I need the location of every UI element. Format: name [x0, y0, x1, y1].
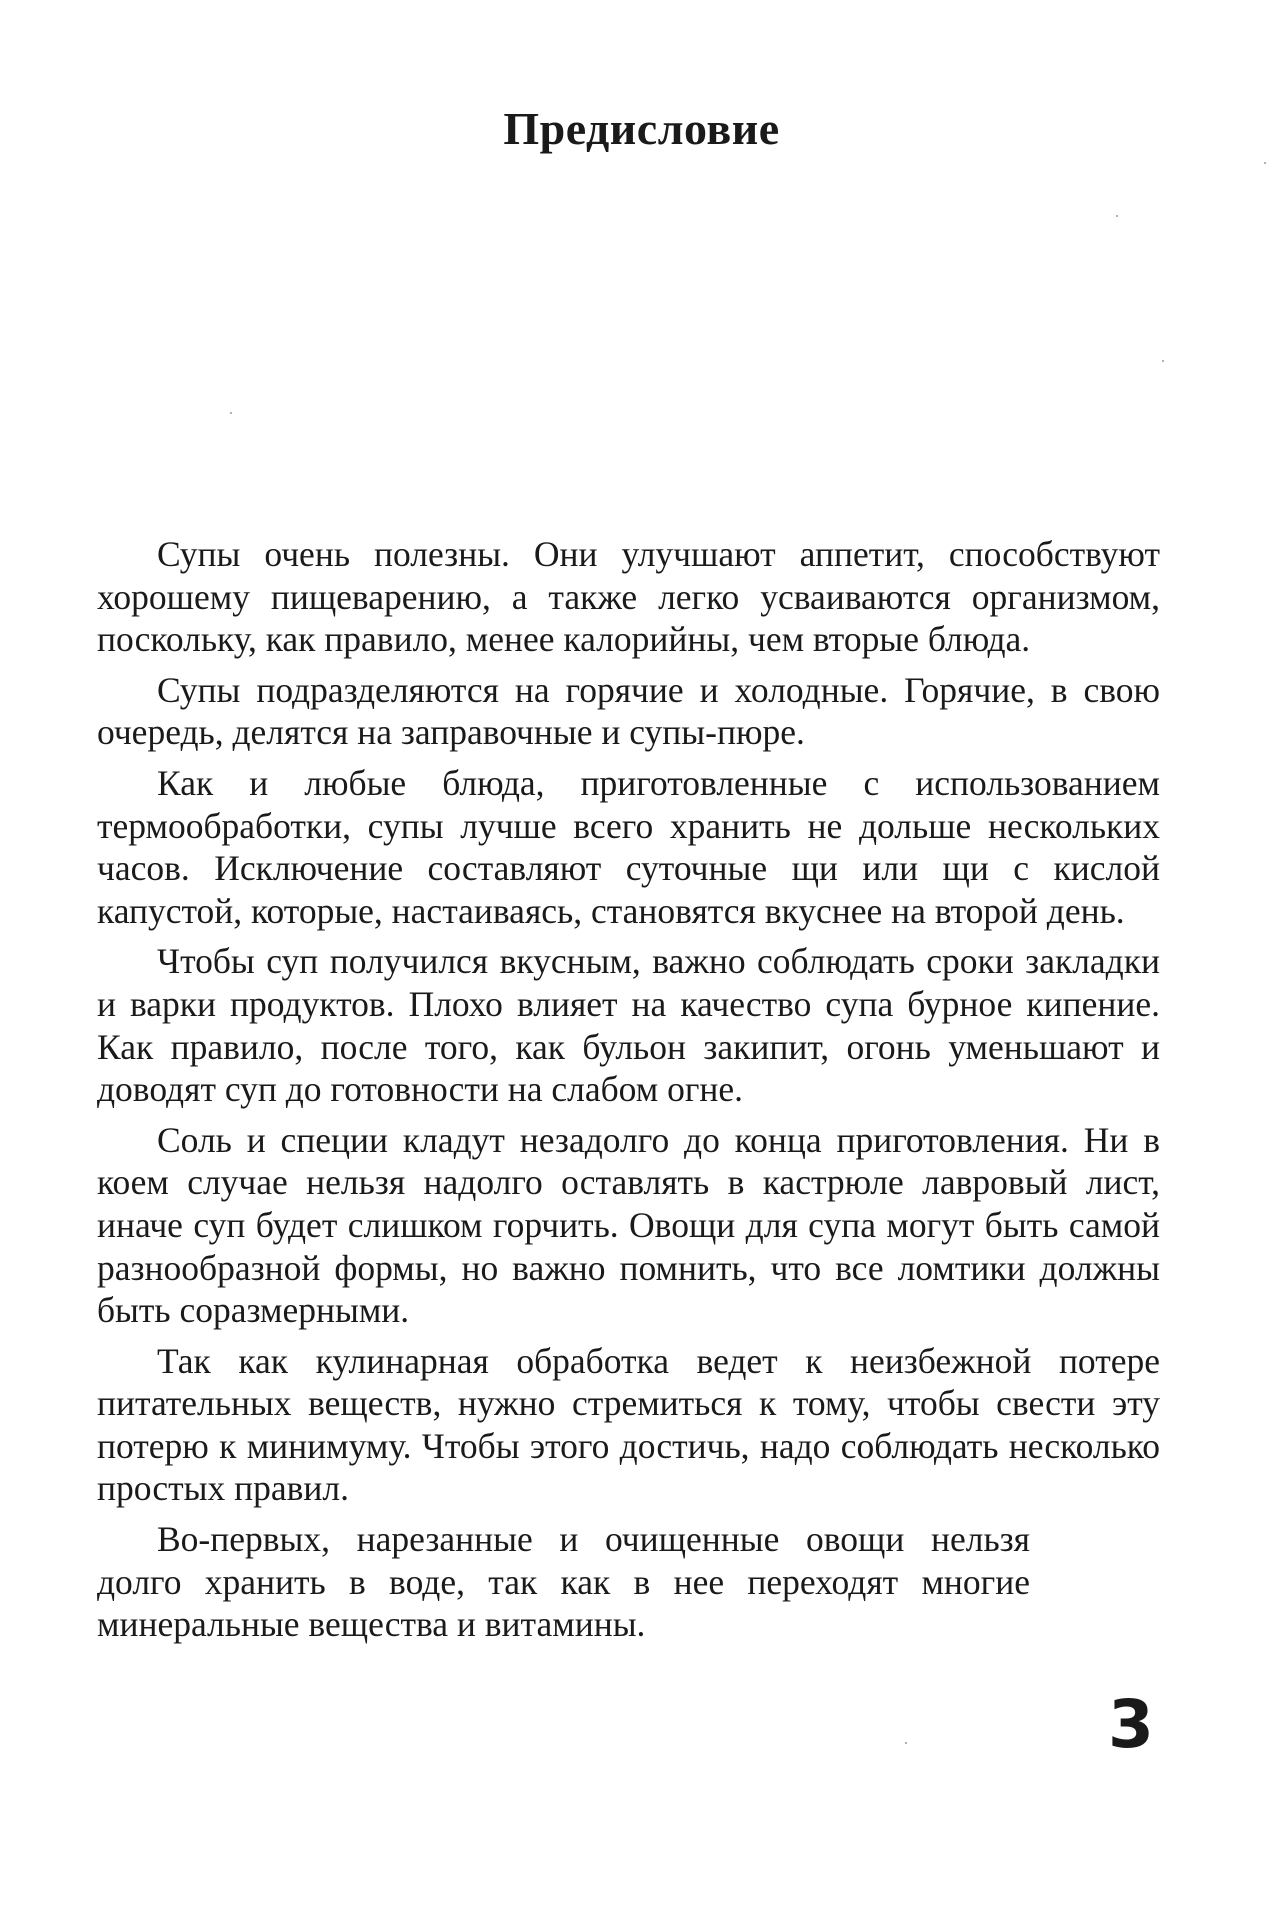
scan-speck: [905, 1742, 907, 1744]
page-number: 3: [1108, 1686, 1154, 1763]
scan-speck: [1116, 215, 1118, 217]
scan-speck: [1162, 360, 1164, 362]
paragraph-4: Чтобы суп получился вкусным, важно соблюдать сроки закладки и варки продуктов. Плохо влияет на качество супа бурное кипение. Как правило, после того, как бульон закипит, огонь уменьшают и доводят суп до готовности на слабом огне.: [97, 941, 1160, 1110]
page-title: Предисловие: [503, 103, 780, 154]
paragraph-5: Соль и специи кладут незадолго до конца приготовления. Ни в коем случае нельзя надолго оставлять в кастрюле лавровый лист, иначе суп будет слишком горчить. Овощи для супа могут быть самой разнообразной формы, но важно помнить, что все ломтики должны быть соразмерными.: [97, 1119, 1160, 1331]
paragraph-3: Как и любые блюда, приготовленные с использованием термообработки, супы лучше всего хранить не дольше нескольких часов. Исключение составляют суточные щи или щи с кислой капустой, которые, настаиваясь, становятся вкуснее на второй день.: [97, 762, 1160, 931]
paragraph-1: Супы очень полезны. Они улучшают аппетит, способствуют хорошему пищеварению, а также легко усваиваются организмом, поскольку, как правило, менее калорийны, чем вторые блюда.: [97, 534, 1160, 660]
scan-speck: [230, 412, 232, 414]
paragraph-6: Так как кулинарная обработка ведет к неизбежной потере питательных веществ, нужно стремиться к тому, чтобы свести эту потерю к минимуму. Чтобы этого достичь, надо соблюдать несколько простых правил.: [97, 1340, 1160, 1509]
scan-speck: [1264, 162, 1266, 164]
paragraph-2: Супы подразделяются на горячие и холодные. Горячие, в свою очередь, делятся на заправочные и супы-пюре.: [97, 669, 1160, 753]
body-text: [97, 533, 1160, 1646]
paragraph-7: Во-первых, нарезанные и очищенные овощи нельзя долго хранить в воде, так как в нее переходят многие минеральные вещества и витамины.: [97, 1519, 1030, 1645]
